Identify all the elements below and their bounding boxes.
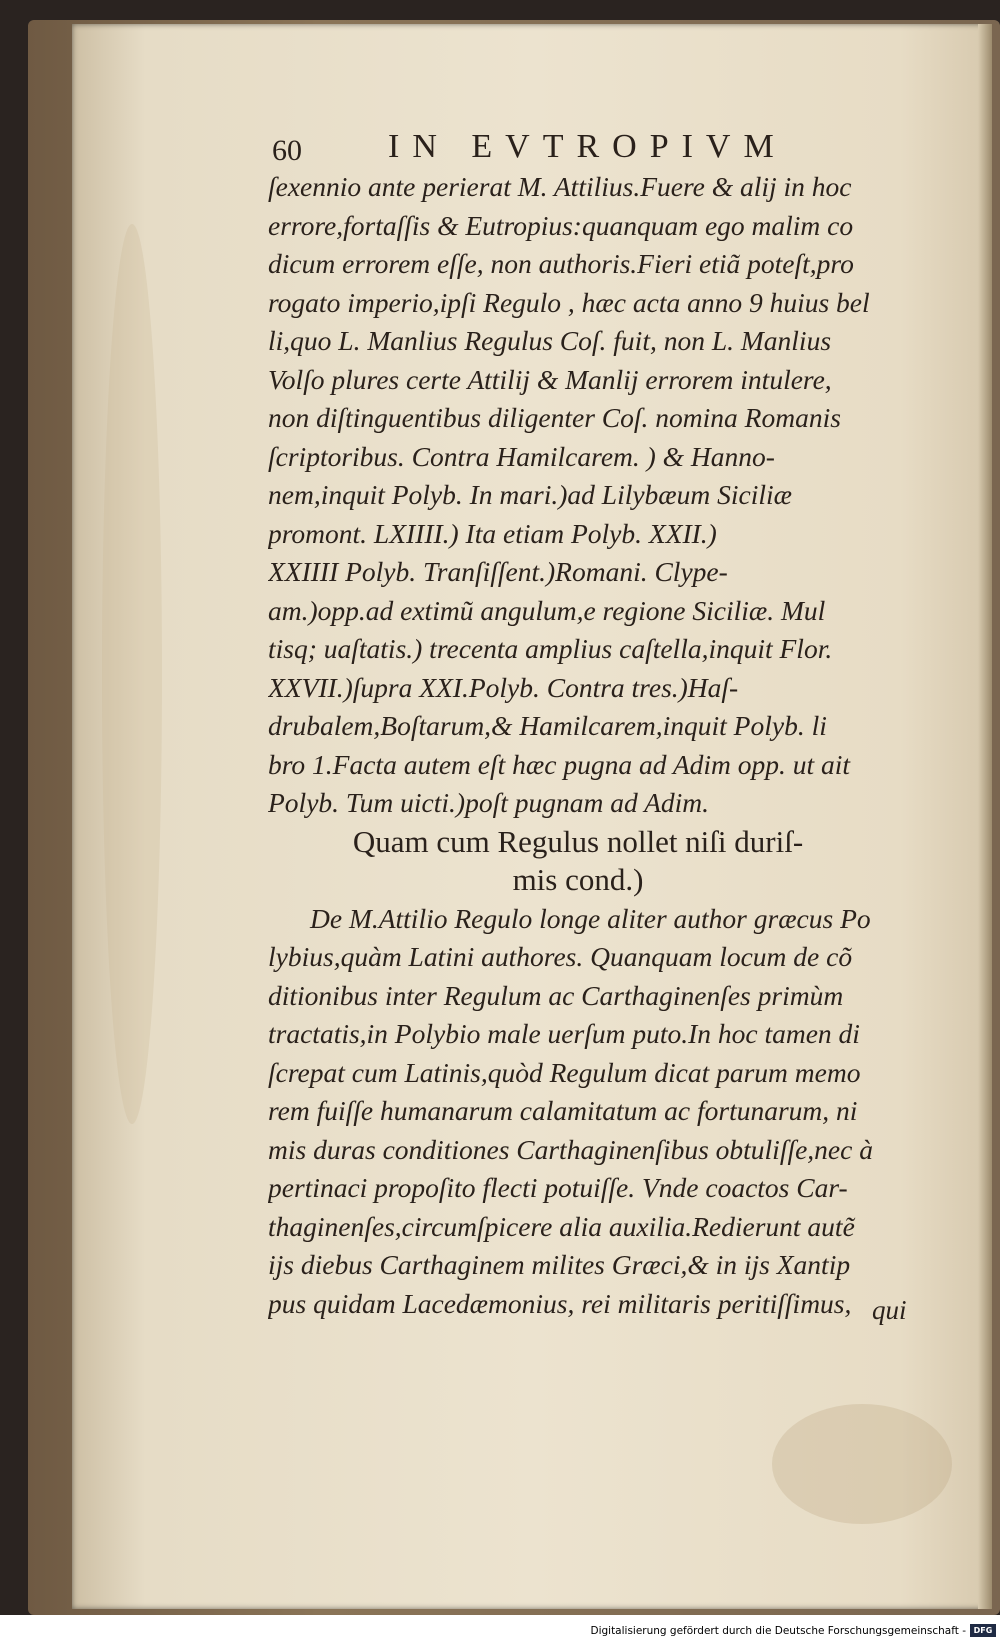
paper-stain bbox=[102, 224, 162, 1124]
text-line: rem fuiſſe humanarum calamitatum ac fortunarum, ni bbox=[268, 1095, 858, 1126]
text-line: promont. LXIIII.) Ita etiam Polyb. XXII.) bbox=[268, 517, 717, 549]
text-line: rogato imperio,ipſi Regulo , hæc acta anno 9 huius bel bbox=[268, 286, 870, 318]
text-line: errore,fortaſſis & Eutropius:quanquam ego malim co bbox=[268, 209, 854, 241]
footer-bar bbox=[0, 1615, 1000, 1645]
text-line: De M.Attilio Regulo longe aliter author græcus Po bbox=[310, 902, 871, 934]
text-line: Polyb. Tum uicti.)poſt pugnam ad Adim. bbox=[268, 787, 710, 818]
section-heading: Quam cum Regulus nollet niſi duriſ- bbox=[352, 823, 804, 859]
catchword: qui bbox=[872, 1295, 907, 1325]
text-line: pertinaci propoſito flecti potuiſſe. Vnde coactos Car- bbox=[268, 1172, 848, 1203]
commentary-text bbox=[268, 168, 918, 1323]
text-line: XXVII.)ſupra XXI.Polyb. Contra tres.)Haſ- bbox=[268, 671, 739, 703]
page-number: 60 bbox=[272, 134, 302, 167]
text-line: pus quidam Lacedæmonius, rei militaris peritiſſimus, bbox=[268, 1287, 852, 1319]
text-line: nem,inquit Polyb. In mari.)ad Lilybæum Siciliæ bbox=[268, 479, 792, 510]
footer-credit: Digitalisierung gefördert durch die Deutsche Forschungsgemeinschaft - bbox=[590, 1625, 966, 1637]
text-line: Volſo plures certe Attilij & Manlij errorem intulere, bbox=[268, 363, 832, 395]
text-line: tractatis,in Polybio male uerſum puto.In hoc tamen di bbox=[268, 1018, 860, 1049]
text-line: li,quo L. Manlius Regulus Coſ. fuit, non L. Manlius bbox=[268, 325, 832, 356]
text-line: tisq; uaſtatis.) trecenta amplius caſtella,inquit Flor. bbox=[268, 633, 833, 664]
page-header bbox=[272, 128, 892, 168]
text-line: thaginenſes,circumſpicere alia auxilia.Redierunt autẽ bbox=[268, 1210, 855, 1242]
text-line: non diſtinguentibus diligenter Coſ. nomina Romanis bbox=[268, 402, 841, 433]
text-line: ſexennio ante perierat M. Attilius.Fuere & alij in hoc bbox=[268, 171, 852, 202]
text-line: ſcriptoribus. Contra Hamilcarem. ) & Hanno- bbox=[268, 440, 775, 472]
dfg-logo: DFG bbox=[970, 1624, 996, 1637]
running-title: IN EVTROPIVM bbox=[388, 128, 787, 165]
text-line: ijs diebus Carthaginem milites Græci,& in ijs Xantip bbox=[268, 1249, 851, 1280]
text-line: dicum errorem eſſe, non authoris.Fieri etiã poteſt,pro bbox=[268, 248, 854, 279]
text-line: drubalem,Boſtarum,& Hamilcarem,inquit Polyb. li bbox=[268, 710, 827, 741]
text-line: ſcrepat cum Latinis,quòd Regulum dicat parum memo bbox=[268, 1056, 861, 1088]
text-line: XXIIII Polyb. Tranſiſſent.)Romani. Clype- bbox=[268, 556, 728, 587]
text-line: bro 1.Facta autem eſt hæc pugna ad Adim opp. ut ait bbox=[268, 748, 851, 780]
paper-stain bbox=[772, 1404, 952, 1524]
text-line: mis duras conditiones Carthaginenſibus obtuliſſe,nec à bbox=[268, 1133, 873, 1165]
page-edge bbox=[978, 24, 992, 1609]
section-heading: mis cond.) bbox=[512, 862, 644, 897]
text-line: ditionibus inter Regulum ac Carthaginenſes primùm bbox=[268, 979, 844, 1011]
text-line: lybius,quàm Latini authores. Quanquam locum de cõ bbox=[268, 941, 853, 972]
text-line: am.)opp.ad extimũ angulum,e regione Siciliæ. Mul bbox=[268, 594, 826, 626]
